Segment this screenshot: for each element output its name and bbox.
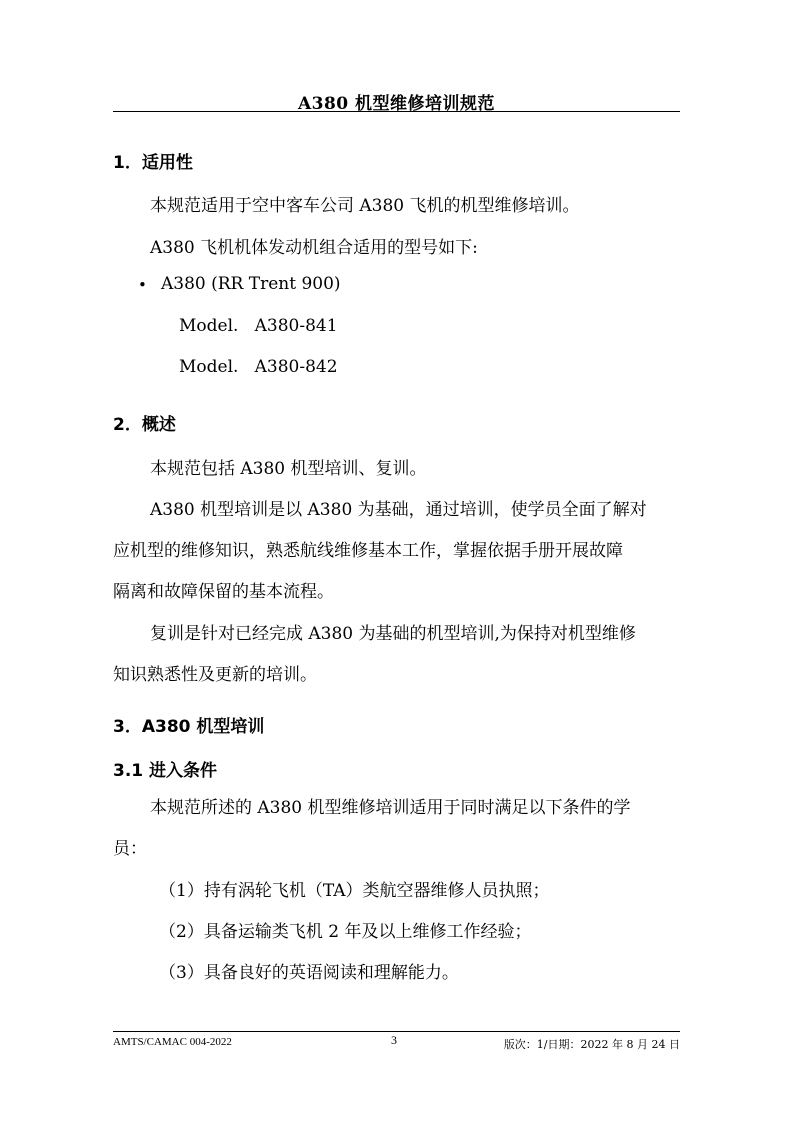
document-title: A380 机型维修培训规范 [297, 94, 496, 114]
section-3-1-paragraph-line-1: 本规范所述的 A380 机型维修培训适用于同时满足以下条件的学 [150, 798, 631, 818]
bullet-item-engine: A380 (RR Trent 900) [161, 274, 341, 294]
header-rule [113, 111, 680, 112]
footer-rule [113, 1031, 680, 1032]
model-line-842: Model. A380-842 [179, 357, 338, 377]
section-1-heading: 1．适用性 [113, 153, 193, 173]
section-2-paragraph-1: 本规范包括 A380 机型培训、复训。 [150, 459, 427, 479]
section-2-paragraph-3-line-1: 复训是针对已经完成 A380 为基础的机型培训,为保持对机型维修 [150, 624, 636, 644]
condition-item-2: （2）具备运输类飞机 2 年及以上维修工作经验； [159, 922, 532, 942]
section-2-paragraph-2-line-1: A380 机型培训是以 A380 为基础，通过培训，使学员全面了解对 [150, 500, 647, 520]
model-line-841: Model. A380-841 [179, 316, 338, 336]
section-2-paragraph-3-line-2: 知识熟悉性及更新的培训。 [113, 665, 317, 685]
section-1-paragraph-1: 本规范适用于空中客车公司 A380 飞机的机型维修培训。 [150, 196, 580, 216]
section-3-heading: 3．A380 机型培训 [113, 717, 265, 737]
section-3-1-paragraph-line-2: 员： [113, 839, 147, 859]
condition-item-1: （1）持有涡轮飞机（TA）类航空器维修人员执照； [159, 881, 550, 901]
bullet-dot: • [138, 276, 147, 294]
footer-version-date: 版次：1/日期：2022 年 8 月 24 日 [503, 1038, 680, 1051]
section-2-heading: 2．概述 [113, 415, 176, 435]
condition-item-3: （3）具备良好的英语阅读和理解能力。 [159, 963, 459, 983]
section-2-paragraph-2-line-2: 应机型的维修知识，熟悉航线维修基本工作，掌握依据手册开展故障 [113, 541, 623, 561]
section-3-1-heading: 3.1 进入条件 [113, 761, 218, 781]
section-1-paragraph-2: A380 飞机机体发动机组合适用的型号如下: [150, 238, 478, 258]
footer-page-number: 3 [391, 1033, 397, 1047]
section-2-paragraph-2-line-3: 隔离和故障保留的基本流程。 [113, 582, 334, 602]
footer-doc-code: AMTS/CAMAC 004-2022 [113, 1036, 232, 1048]
